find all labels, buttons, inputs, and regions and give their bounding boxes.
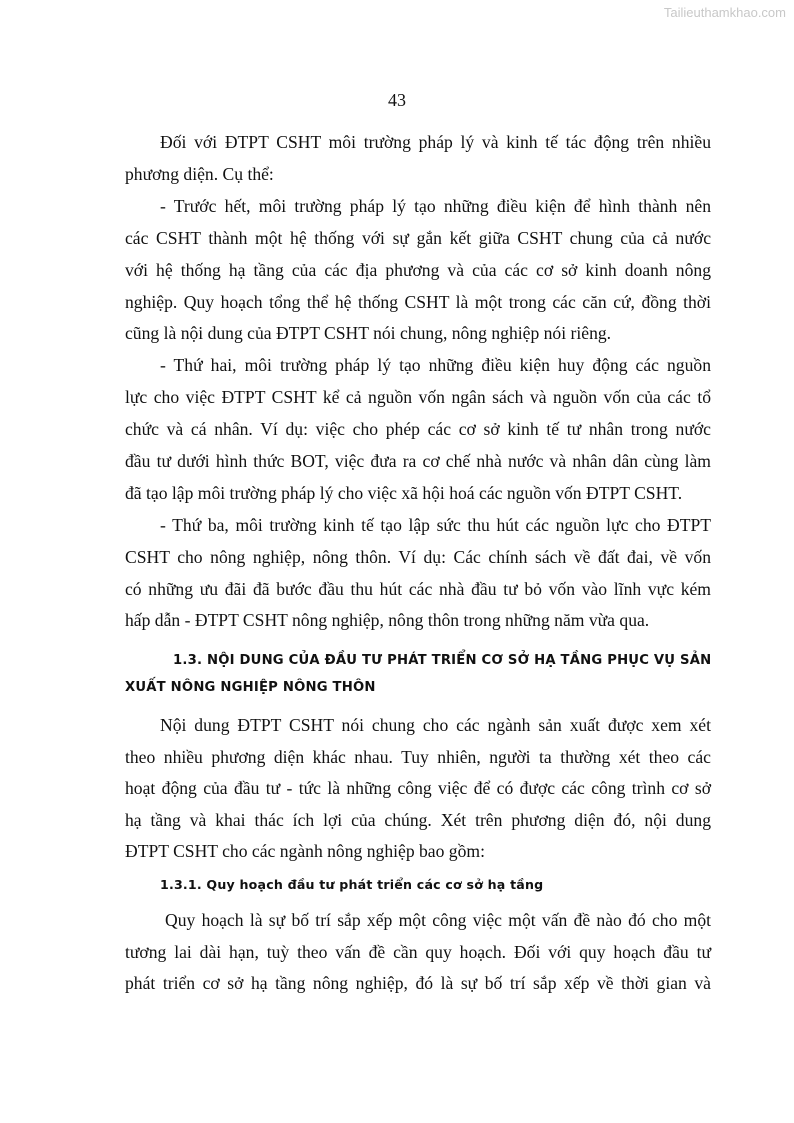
paragraph-line: - Thứ hai, môi trường pháp lý tạo những điều kiện huy động các nguồn (160, 355, 711, 375)
paragraph-line: lực cho việc ĐTPT CSHT kể cả nguồn vốn ngân sách và nguồn vốn của các tổ (125, 387, 711, 407)
watermark: Tailieuthamkhao.com (663, 5, 786, 20)
paragraph-line: đầu tư dưới hình thức BOT, việc đưa ra cơ chế nhà nước và nhân dân cùng làm (125, 451, 711, 471)
paragraph-line: các CSHT thành một hệ thống với sự gắn kết giữa CSHT chung của cả nước (125, 228, 711, 248)
paragraph-line: phát triển cơ sở hạ tầng nông nghiệp, đó là sự bố trí sắp xếp về thời gian và (125, 973, 711, 993)
paragraph-line: chức và cá nhân. Ví dụ: việc cho phép các cơ sở kinh tế tư nhân trong nước (125, 419, 711, 439)
section-heading: 1.3. NỘI DUNG CỦA ĐẦU TƯ PHÁT TRIỂN CƠ SỞ HẠ TẦNG PHỤC VỤ SẢN (173, 653, 712, 668)
paragraph-line: - Thứ ba, môi trường kinh tế tạo lập sức thu hút các nguồn lực cho ĐTPT (160, 515, 711, 535)
paragraph-line: hấp dẫn - ĐTPT CSHT nông nghiệp, nông thôn trong những năm vừa qua. (125, 610, 650, 630)
paragraph-line: đã tạo lập môi trường pháp lý cho việc xã hội hoá các nguồn vốn ĐTPT CSHT. (125, 483, 683, 503)
paragraph-line: với hệ thống hạ tầng của các địa phương và của các cơ sở kinh doanh nông (125, 260, 711, 280)
paragraph-line: theo nhiều phương diện khác nhau. Tuy nhiên, người ta thường xét theo các (125, 747, 711, 767)
paragraph-line: Nội dung ĐTPT CSHT nói chung cho các ngành sản xuất được xem xét (160, 715, 711, 735)
paragraph-line: hạ tầng và khai thác ích lợi của chúng. Xét trên phương diện đó, nội dung (125, 810, 711, 830)
page-number: 43 (388, 90, 406, 110)
paragraph-line: CSHT cho nông nghiệp, nông thôn. Ví dụ: Các chính sách về đất đai, về vốn (125, 547, 711, 567)
paragraph-line: phương diện. Cụ thể: (125, 164, 274, 184)
paragraph-line: ĐTPT CSHT cho các ngành nông nghiệp bao gồm: (125, 841, 485, 861)
paragraph-line: Đối với ĐTPT CSHT môi trường pháp lý và kinh tế tác động trên nhiều (160, 132, 711, 152)
paragraph-line: hoạt động của đầu tư - tức là những công việc để có được các công trình cơ sở (125, 778, 711, 798)
paragraph-line: cũng là nội dung của ĐTPT CSHT nói chung, nông nghiệp nói riêng. (125, 323, 612, 343)
paragraph-line: Quy hoạch là sự bố trí sắp xếp một công việc một vấn đề nào đó cho một (165, 910, 711, 930)
paragraph-line: tương lai dài hạn, tuỳ theo vấn đề cần quy hoạch. Đối với quy hoạch đầu tư (125, 942, 711, 962)
subsection-heading: 1.3.1. Quy hoạch đầu tư phát triển các cơ sở hạ tầng (160, 877, 544, 892)
paragraph-line: có những ưu đãi đã bước đầu thu hút các nhà đầu tư bỏ vốn vào lĩnh vực kém (125, 579, 711, 599)
paragraph-line: nghiệp. Quy hoạch tổng thể hệ thống CSHT là một trong các căn cứ, đồng thời (125, 292, 711, 312)
section-heading: XUẤT NÔNG NGHIỆP NÔNG THÔN (125, 680, 376, 695)
paragraph-line: - Trước hết, môi trường pháp lý tạo những điều kiện để hình thành nên (160, 196, 711, 216)
